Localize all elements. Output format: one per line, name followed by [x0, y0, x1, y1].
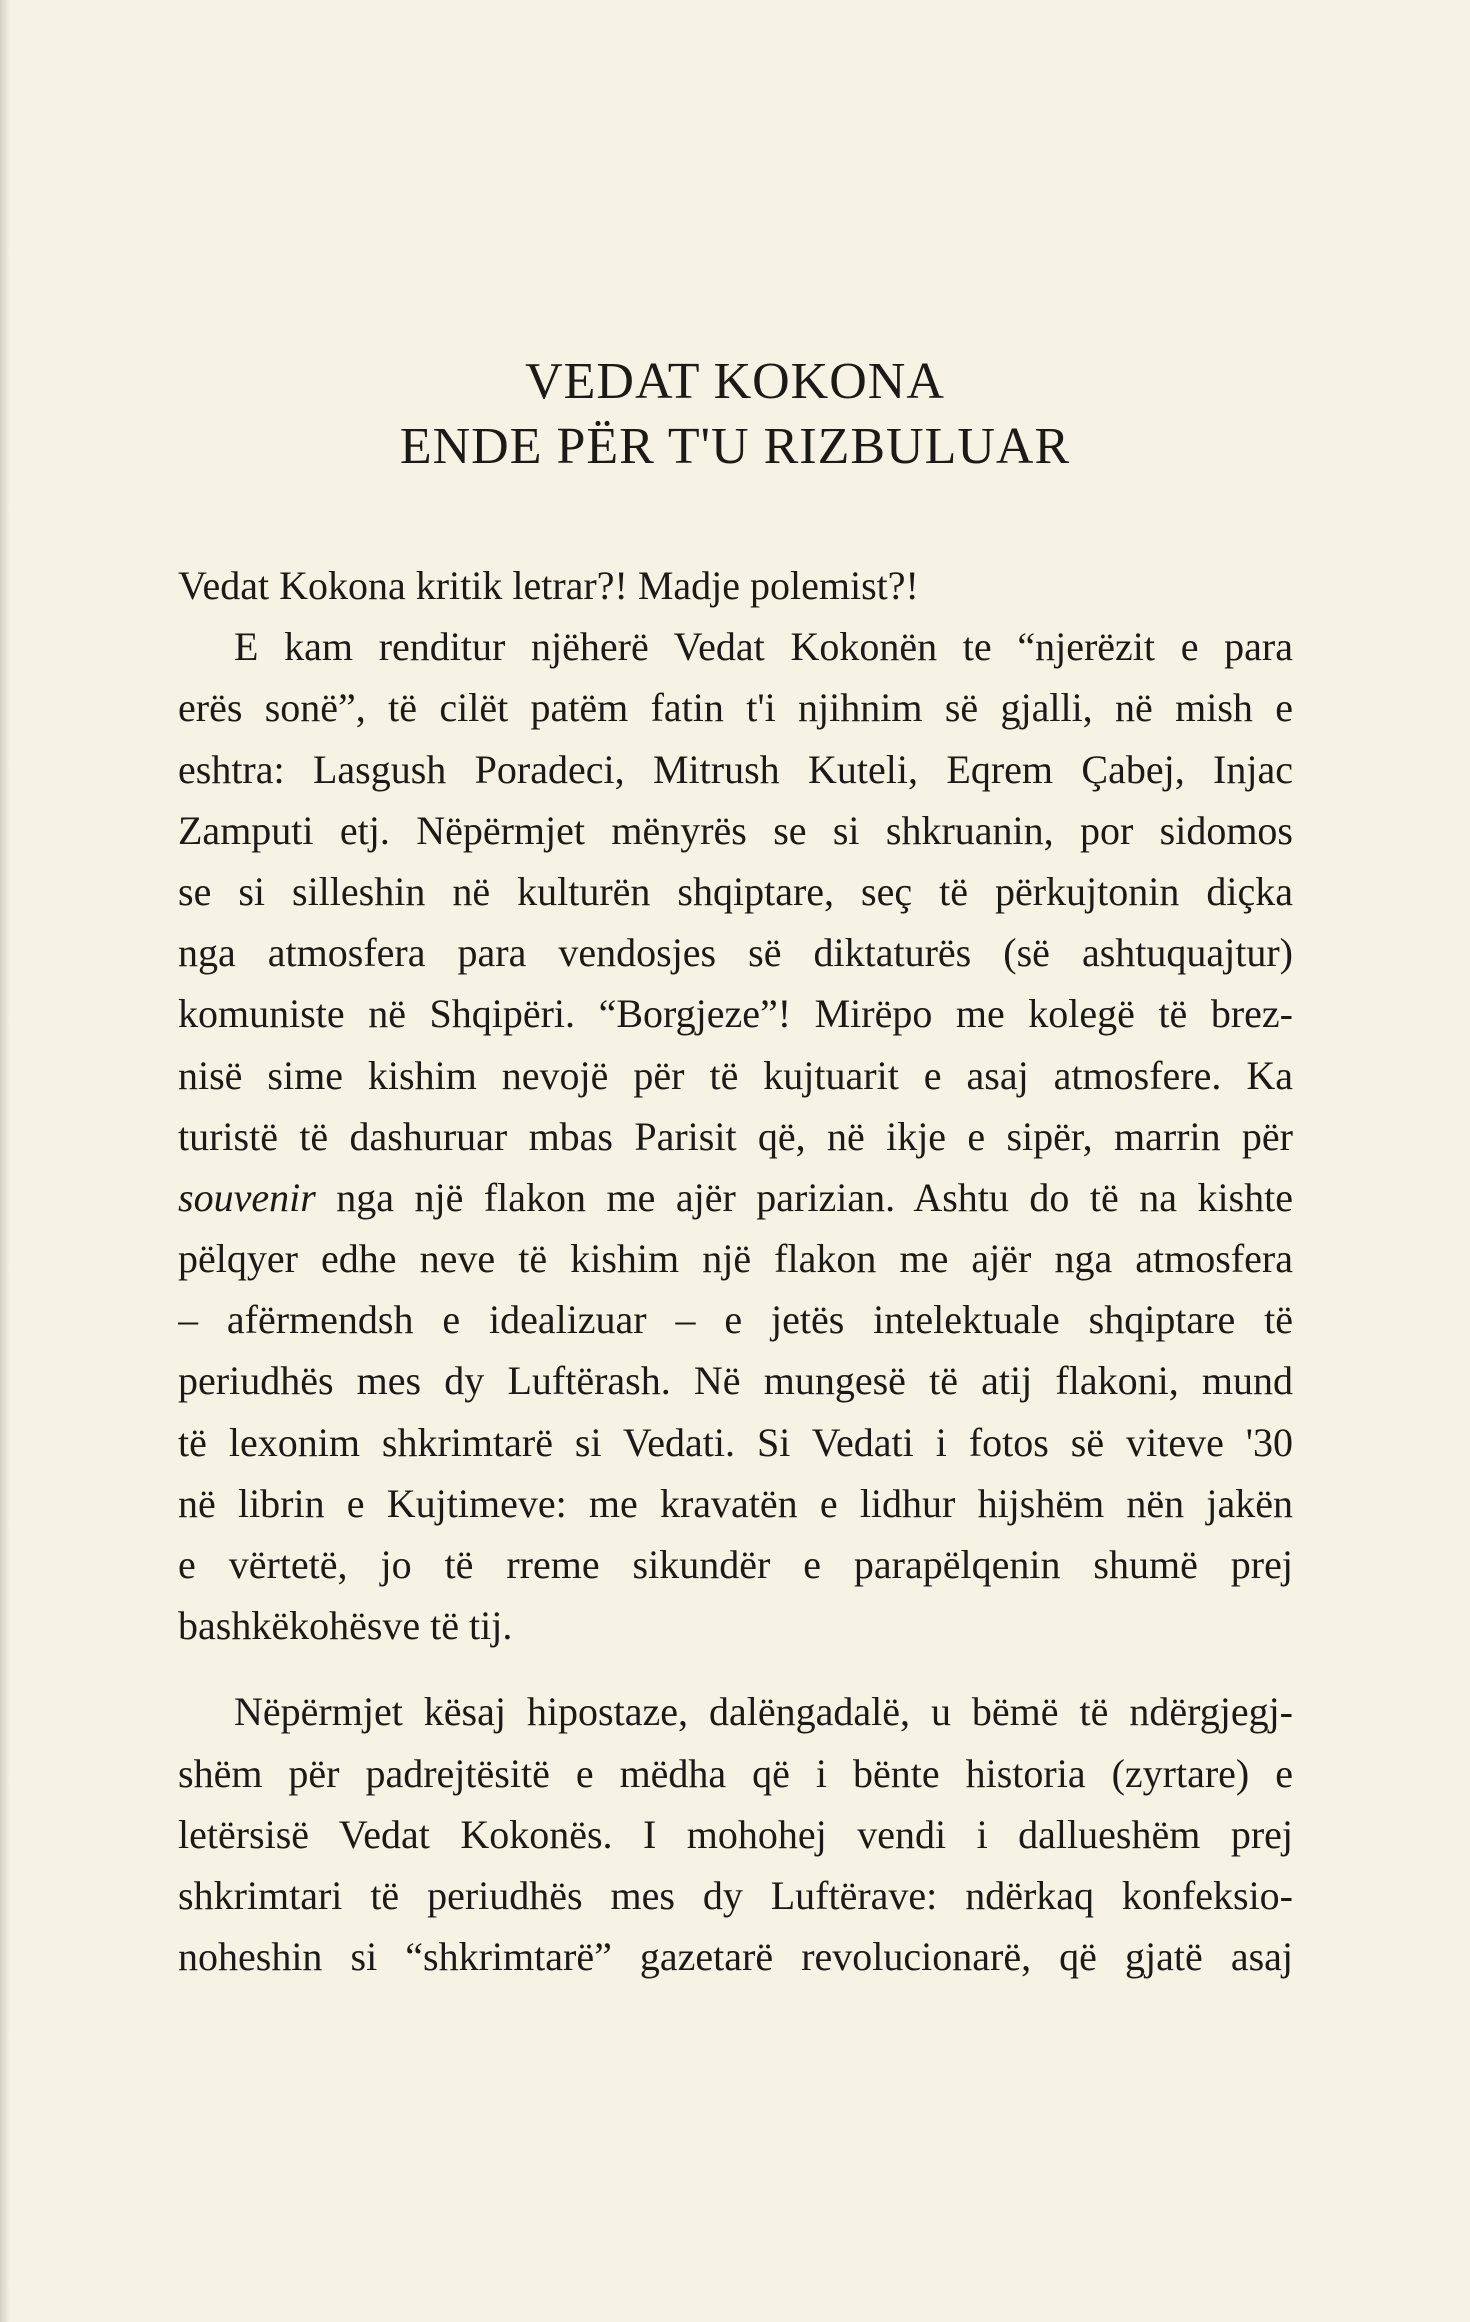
text-line: në librin e Kujtimeve: me kravatën e lidhur hijshëm nën jakën [178, 1480, 1293, 1526]
text-line: eshtra: Lasgush Poradeci, Mitrush Kuteli, Eqrem Çabej, Injac [178, 746, 1293, 792]
text-line: erës sonë”, të cilët patëm fatin t'i njihnim së gjalli, në mish e [178, 685, 1293, 731]
paragraph-3 [178, 1681, 1293, 1987]
text-line: se si silleshin në kulturën shqiptare, seç të përkujtonin diçka [178, 868, 1293, 914]
text-line: pëlqyer edhe neve të kishim një flakon me ajër nga atmosfera [178, 1236, 1293, 1282]
text-line: periudhës mes dy Luftërash. Në mungesë të atij flakoni, mund [178, 1358, 1293, 1404]
text-line-with-italic [178, 1167, 1293, 1228]
text-line: shëm për padrejtësitë e mëdha që i bënte historia (zyrtare) e [178, 1750, 1293, 1796]
text-line: letërsisë Vedat Kokonës. I mohohej vendi i dallueshëm prej [178, 1811, 1293, 1857]
page-gutter-shadow [0, 0, 10, 2322]
text-line: Zamputi etj. Nëpërmjet mënyrës se si shkruanin, por sidomos [178, 807, 1293, 853]
chapter-title-line-2: ENDE PËR T'U RIZBULUAR [399, 418, 1071, 475]
chapter-body [178, 555, 1293, 1987]
text-line: Vedat Kokona kritik letrar?! Madje polemist?! [178, 563, 919, 608]
italic-word: souvenir [178, 1174, 316, 1220]
text-line: E kam renditur njëherë Vedat Kokonën te “njerëzit e para [234, 624, 1293, 670]
text-line: turistë të dashuruar mbas Parisit që, në ikje e sipër, marrin për [178, 1113, 1293, 1159]
text-line: bashkëkohësve të tij. [178, 1603, 513, 1649]
text-line: nga atmosfera para vendosjes së diktaturës (së ashtuquajtur) [178, 930, 1293, 976]
paragraph-1 [178, 555, 1293, 616]
text-line: e vërtetë, jo të rreme sikundër e parapëlqenin shumë prej [178, 1542, 1293, 1587]
text-line: Nëpërmjet kësaj hipostaze, dalëngadalë, u bëmë të ndërgjegj- [234, 1689, 1293, 1735]
paragraph-2 [178, 616, 1293, 1656]
paragraph-gap [178, 1656, 1293, 1681]
text-line: – afërmendsh e idealizuar – e jetës intelektuale shqiptare të [178, 1297, 1293, 1343]
text-line: noheshin si “shkrimtarë” gazetarë revolucionarë, që gjatë asaj [178, 1934, 1293, 1980]
text-line: shkrimtari të periudhës mes dy Luftërave: ndërkaq konfeksio- [178, 1872, 1293, 1918]
text-line: komuniste në Shqipëri. “Borgjeze”! Mirëpo me kolegë të brez- [178, 991, 1293, 1037]
chapter-title-line-1: VEDAT KOKONA [525, 353, 945, 410]
text-line-rest: nga një flakon me ajër parizian. Ashtu do të na kishte [336, 1174, 1293, 1220]
text-line: nisë sime kishim nevojë për të kujtuarit e asaj atmosfere. Ka [178, 1052, 1293, 1098]
text-line: të lexonim shkrimtarë si Vedati. Si Vedati i fotos së viteve '30 [178, 1419, 1293, 1465]
